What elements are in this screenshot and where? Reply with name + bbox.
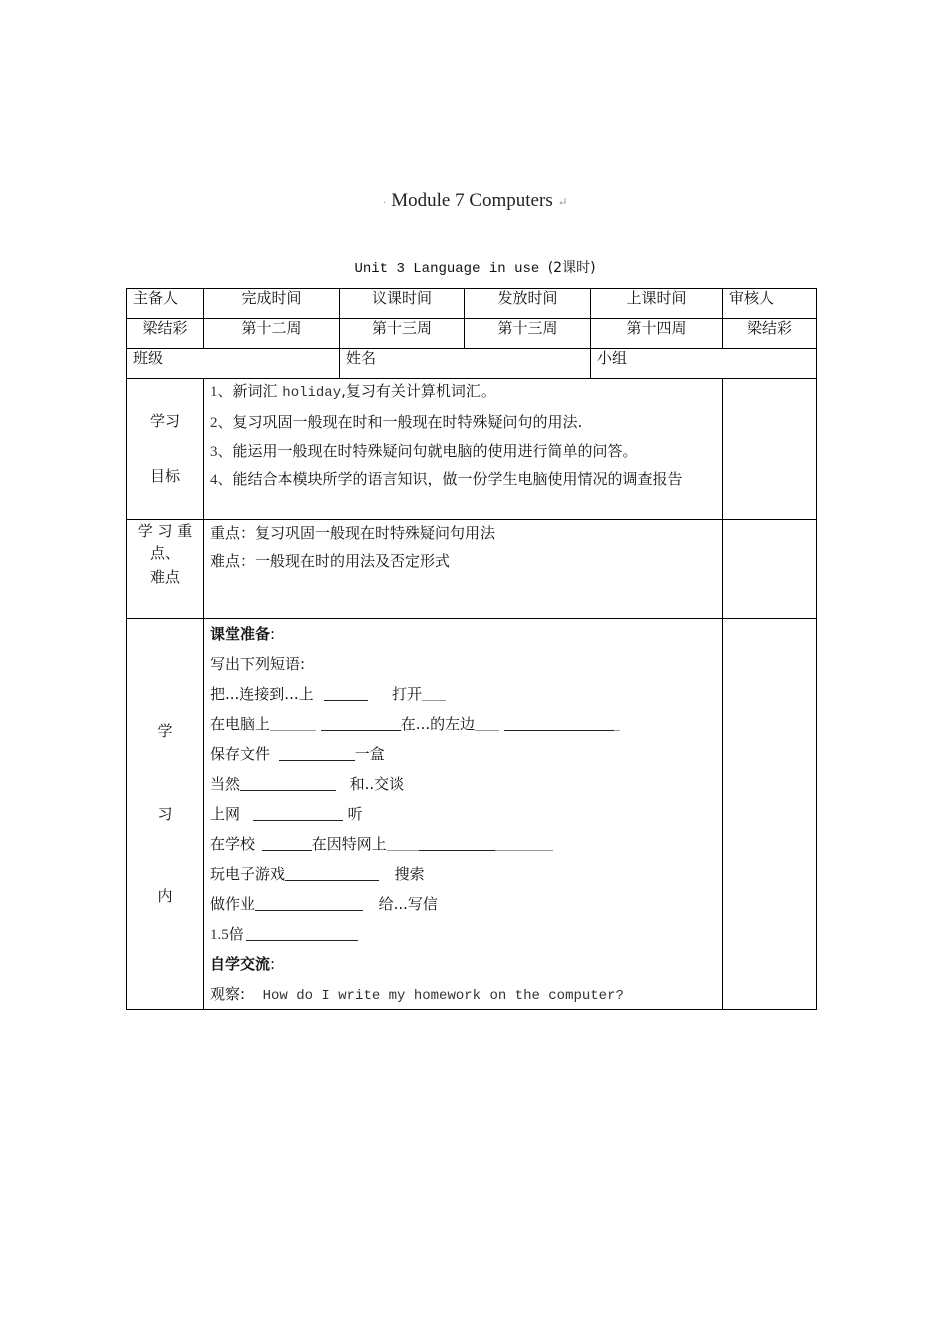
objectives-content <box>204 379 723 520</box>
phrase-line: 1.5倍 <box>210 919 716 949</box>
objectives-label-1: 学习 <box>149 412 180 431</box>
preparer-header: 主备人 <box>127 289 204 319</box>
preparer-value: 梁结彩 <box>127 319 204 349</box>
instruction: 写出下列短语: <box>210 655 306 673</box>
phrase-line: 在学校 在因特网上 <box>210 829 716 859</box>
class-time-header: 上课时间 <box>591 289 723 319</box>
phrase-line: 当然 和..交谈 <box>210 775 405 793</box>
answer-blank[interactable] <box>422 684 446 701</box>
answer-blank[interactable] <box>253 804 343 821</box>
issue-time-header: 发放时间 <box>465 289 591 319</box>
objective-item: 4、能结合本模块所学的语言知识，做一份学生电脑使用情况的调查报告 <box>210 470 683 488</box>
phrase-line: 把...连接到...上 打开 <box>210 679 716 709</box>
paragraph-mark-icon: · <box>382 195 387 209</box>
key-points-label <box>127 520 204 619</box>
header-row <box>127 289 817 319</box>
key-points-empty-cell <box>723 520 817 619</box>
content-label-1: 学 <box>157 721 173 740</box>
key-points-row <box>127 520 817 619</box>
key-points-label-2: 点、 <box>149 543 180 562</box>
complete-time-header: 完成时间 <box>204 289 340 319</box>
objectives-label-2: 目标 <box>149 467 180 485</box>
objective-item: 3、能运用一般现在时特殊疑问句就电脑的使用进行简单的问答。 <box>210 442 638 461</box>
answer-blank[interactable] <box>262 834 312 851</box>
answer-blank[interactable] <box>324 684 368 701</box>
answer-blank[interactable] <box>255 894 363 911</box>
document-title-text: Module 7 Computers <box>391 190 553 211</box>
phrase-line: 做作业 给...写信 <box>210 895 438 913</box>
prep-heading: 课堂准备: <box>210 625 276 643</box>
objectives-empty-cell <box>723 379 817 520</box>
content-empty-cell <box>723 619 817 1010</box>
objective-item: 2、复习巩固一般现在时和一般现在时特殊疑问句的用法. <box>210 412 583 431</box>
phrase-line: 在电脑上 在...的左边 <box>210 709 716 739</box>
objective-item: 1、新词汇 holiday,复习有关计算机词汇。 <box>210 382 496 401</box>
values-row <box>127 319 817 349</box>
answer-blank[interactable] <box>504 714 614 731</box>
group-label: 小组 <box>591 349 817 379</box>
reviewer-header: 审核人 <box>723 289 817 319</box>
key-points-label-1: 学 习 重 <box>137 522 193 540</box>
answer-blank[interactable] <box>279 744 355 761</box>
class-time-value: 第十四周 <box>591 319 723 349</box>
phrase-line: 保存文件 一盒 <box>210 745 385 763</box>
lesson-plan-table <box>126 288 817 1010</box>
reviewer-value: 梁结彩 <box>723 319 817 349</box>
answer-blank[interactable] <box>270 714 316 731</box>
content-label-2: 习 <box>157 804 173 823</box>
phrase-line: 玩电子游戏 搜索 <box>210 865 425 883</box>
objectives-label <box>127 379 204 520</box>
class-label: 班级 <box>127 349 340 379</box>
key-point-text: 重点：复习巩固一般现在时特殊疑问句用法 <box>210 524 496 542</box>
answer-blank[interactable] <box>321 714 401 731</box>
discuss-time-value: 第十三周 <box>340 319 465 349</box>
content-label <box>127 619 204 1010</box>
answer-blank[interactable] <box>285 864 379 881</box>
content-row <box>127 619 817 1010</box>
answer-blank[interactable] <box>475 714 499 731</box>
name-label: 姓名 <box>340 349 591 379</box>
answer-blank[interactable] <box>240 774 336 791</box>
answer-blank[interactable] <box>387 834 419 851</box>
subtitle-paren: (2课时) <box>547 260 596 276</box>
content-body <box>204 619 723 1010</box>
observe-line: 观察: How do I write my homework on the computer? <box>210 985 624 1004</box>
key-points-content <box>204 520 723 619</box>
info-row <box>127 349 817 379</box>
complete-time-value: 第十二周 <box>204 319 340 349</box>
difficult-point-text: 难点：一般现在时的用法及否定形式 <box>210 552 451 570</box>
subtitle-en: Unit 3 Language in use <box>354 261 540 277</box>
key-points-label-3: 难点 <box>149 568 180 587</box>
answer-blank[interactable] <box>419 834 495 851</box>
discuss-time-header: 议课时间 <box>340 289 465 319</box>
document-subtitle <box>0 257 950 277</box>
return-mark-icon: ↵ <box>557 195 568 209</box>
content-label-3: 内 <box>157 887 173 906</box>
document-title <box>0 190 950 212</box>
answer-blank[interactable] <box>246 924 358 941</box>
issue-time-value: 第十三周 <box>465 319 591 349</box>
phrase-line: 上网 听 <box>210 805 363 823</box>
objectives-row <box>127 379 817 520</box>
self-study-heading: 自学交流: <box>210 955 276 973</box>
